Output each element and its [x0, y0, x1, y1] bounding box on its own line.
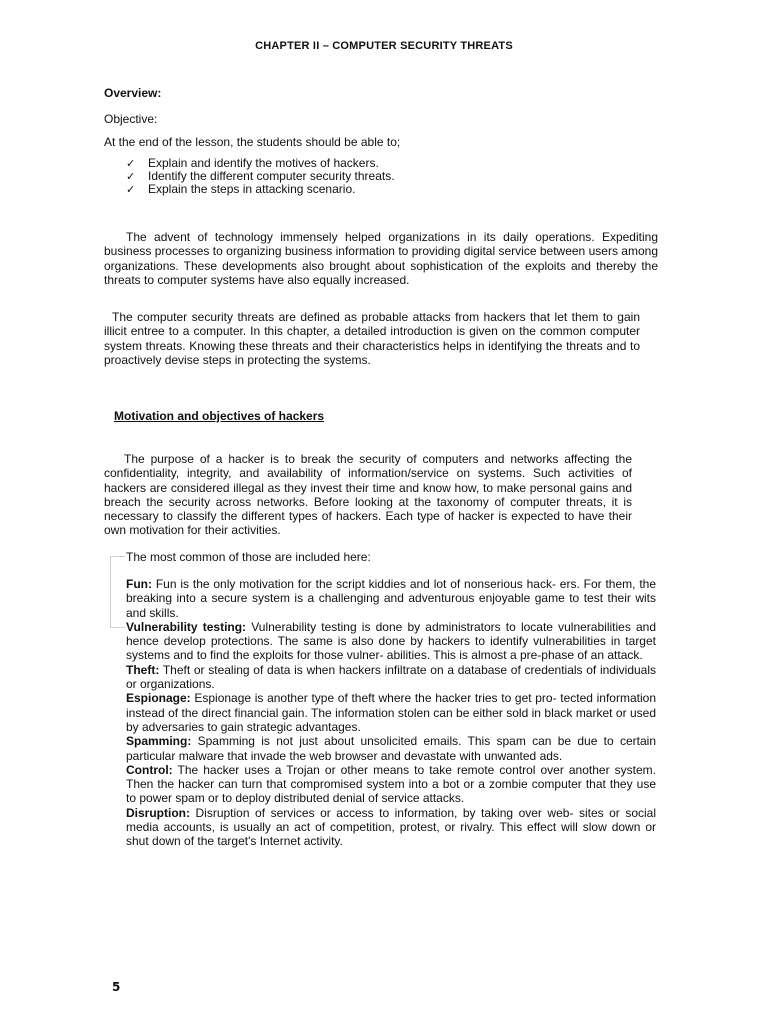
objective-text: Explain and identify the motives of hackers. — [148, 156, 379, 170]
motivation-item — [126, 734, 656, 763]
paragraph-advent: The advent of technology immensely helped organizations in its daily operations. Expediting business processes to organizing business information to providing digital service between users among organizations. These developments also brought about sophistication of the exploits and thereby the threats to computer systems have also equally increased. — [104, 230, 658, 287]
paragraph-hacker-purpose: The purpose of a hacker is to break the security of computers and networks affecting the confidentiality, integrity, and availability of information/service on systems. Such activities of hackers are considered illegal as they invest their time and know how, to make personal gains and breach the security across networks. Before looking at the taxonomy of computer threats, it is necessary to classify the different types of hackers. Each type of hacker is expected to have their own motivation for their activities. — [104, 452, 632, 538]
motivation-item — [126, 806, 656, 849]
objective-item — [126, 183, 395, 196]
motivation-text: Fun is the only motivation for the script kiddies and lot of nonserious hack- ers. For them, the breaking into a secure system is a challenging and adventurous enjoyable game to test their wits and skills. — [126, 577, 656, 620]
checkmark-icon: ✓ — [126, 157, 136, 170]
motivation-term: Control: — [126, 762, 173, 777]
motivation-item — [126, 691, 656, 734]
motivation-text: Theft or stealing of data is when hackers infiltrate on a database of credentials of individuals or organizations. — [126, 662, 656, 692]
page-number: 5 — [112, 980, 121, 994]
objective-list — [126, 157, 395, 196]
checkmark-icon: ✓ — [126, 170, 136, 183]
paragraph-threats-defined: The computer security threats are defined as probable attacks from hackers that let them to gain illicit entree to a computer. In this chapter, a detailed introduction is given on the common computer system threats. Knowing these threats and their characteristics helps in identifying the threats and to proactively devise steps in protecting the systems. — [104, 310, 640, 367]
motivation-term: Espionage: — [126, 691, 191, 706]
motivation-term: Spamming: — [126, 734, 192, 749]
motivation-item — [126, 620, 656, 663]
chapter-title: CHAPTER II – COMPUTER SECURITY THREATS — [255, 40, 513, 52]
motivation-text: Vulnerability testing is done by administrators to locate vulnerabilities and hence develop protections. The same is also done by hackers to identify vulnerabilities in target systems and to find the exploits for those vulner- abilities. This is almost a pre-phase of an attack. — [126, 619, 656, 663]
common-intro: The most common of those are included here: — [126, 550, 371, 564]
objective-text: Identify the different computer security threats. — [148, 169, 395, 183]
motivation-text: Espionage is another type of theft where the hacker tries to get pro- tected information instead of the direct financial gain. The information stolen can be either sold in black market or used by adversaries to gain strategic advantages. — [126, 691, 656, 734]
section-heading: Motivation and objectives of hackers — [114, 409, 325, 423]
objective-label: Objective: — [104, 112, 158, 126]
decorative-bracket — [110, 556, 125, 628]
objective-text: Explain the steps in attacking scenario. — [148, 182, 356, 196]
motivation-term: Fun: — [126, 577, 152, 591]
motivation-item — [126, 763, 656, 806]
motivation-text: Spamming is not just about unsolicited emails. This spam can be due to certain particular malware that invade the web browser and devastate with unwanted ads. — [126, 734, 656, 763]
motivation-term: Theft: — [126, 662, 160, 677]
motivation-text: Disruption of services or access to information, by taking over web- sites or social media accounts, is usually an act of competition, protest, or rivalry. This effect will slow down or shut down of the target's Internet activity. — [126, 805, 656, 849]
motivation-list — [126, 577, 656, 849]
motivation-term: Vulnerability testing: — [126, 619, 247, 634]
objective-intro: At the end of the lesson, the students should be able to; — [104, 135, 401, 149]
motivation-item — [126, 577, 656, 620]
checkmark-icon: ✓ — [126, 183, 136, 196]
overview-heading: Overview: — [104, 86, 162, 100]
motivation-text: The hacker uses a Trojan or other means to take remote control over another system. Then the hacker can turn that compromised system into a bot or a zombie computer that they use to power spam or to deploy distributed denial of service attacks. — [126, 762, 656, 806]
motivation-term: Disruption: — [126, 805, 190, 820]
motivation-item — [126, 663, 656, 692]
